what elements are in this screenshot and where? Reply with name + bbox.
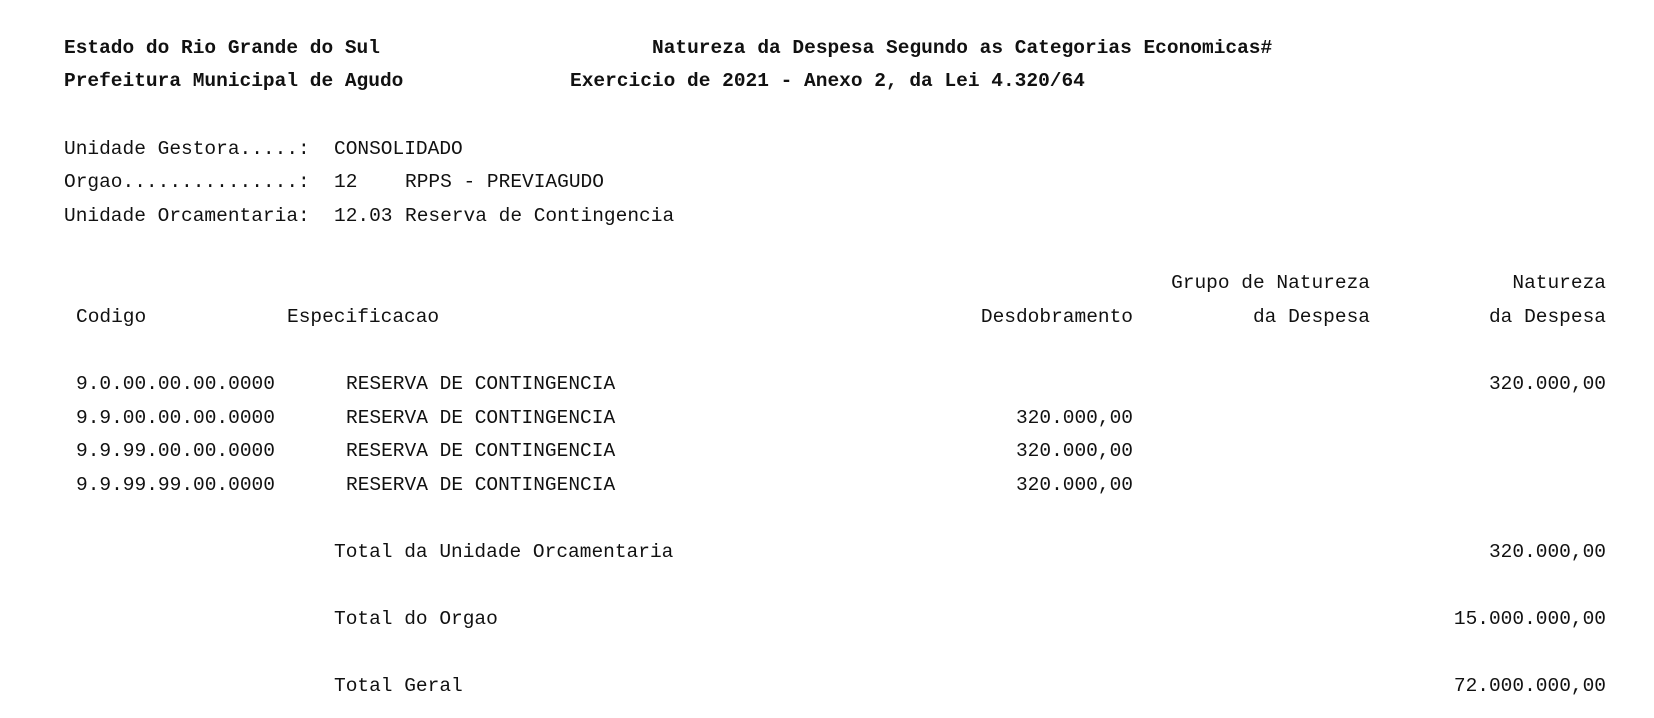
row-desdobramento: 320.000,00 (1015, 474, 1133, 496)
total-label: Total do Orgao (334, 608, 498, 630)
state-name: Estado do Rio Grande do Sul (64, 37, 380, 59)
col-codigo-header: Codigo (76, 306, 147, 328)
col-grupo-header-2: da Despesa (1252, 306, 1370, 328)
report-subtitle: Exercicio de 2021 - Anexo 2, da Lei 4.320/64 (570, 70, 1085, 92)
unidade-orcamentaria-name: Reserva de Contingencia (405, 205, 675, 227)
col-grupo-header-1: Grupo de Natureza (1171, 272, 1370, 294)
row-especificacao: RESERVA DE CONTINGENCIA (346, 440, 616, 462)
row-codigo: 9.9.99.00.00.0000 (76, 440, 275, 462)
orgao-label: Orgao...............: (64, 171, 310, 193)
col-especificacao-header: Especificacao (287, 306, 440, 328)
unidade-gestora-label: Unidade Gestora.....: (64, 138, 310, 160)
row-especificacao: RESERVA DE CONTINGENCIA (346, 373, 616, 395)
col-natureza-header-1: Natureza (1512, 272, 1606, 294)
row-desdobramento: 320.000,00 (1015, 440, 1133, 462)
unidade-orcamentaria-code: 12.03 (334, 205, 393, 227)
col-natureza-header-2: da Despesa (1488, 306, 1606, 328)
municipality-name: Prefeitura Municipal de Agudo (64, 70, 404, 92)
total-label: Total Geral (334, 675, 463, 697)
total-value: 72.000.000,00 (1453, 675, 1606, 697)
col-desdobramento-header: Desdobramento (980, 306, 1133, 328)
row-codigo: 9.9.00.00.00.0000 (76, 407, 275, 429)
orgao-code: 12 (334, 171, 358, 193)
row-especificacao: RESERVA DE CONTINGENCIA (346, 474, 616, 496)
report-title: Natureza da Despesa Segundo as Categorias Economicas# (652, 37, 1273, 59)
unidade-gestora-value: CONSOLIDADO (334, 138, 463, 160)
row-natureza: 320.000,00 (1488, 373, 1606, 395)
total-label: Total da Unidade Orcamentaria (334, 541, 674, 563)
row-codigo: 9.0.00.00.00.0000 (76, 373, 275, 395)
total-value: 320.000,00 (1488, 541, 1606, 563)
row-codigo: 9.9.99.99.00.0000 (76, 474, 275, 496)
orgao-name: RPPS - PREVIAGUDO (405, 171, 604, 193)
unidade-orcamentaria-label: Unidade Orcamentaria: (64, 205, 310, 227)
row-desdobramento: 320.000,00 (1015, 407, 1133, 429)
row-especificacao: RESERVA DE CONTINGENCIA (346, 407, 616, 429)
total-value: 15.000.000,00 (1453, 608, 1606, 630)
